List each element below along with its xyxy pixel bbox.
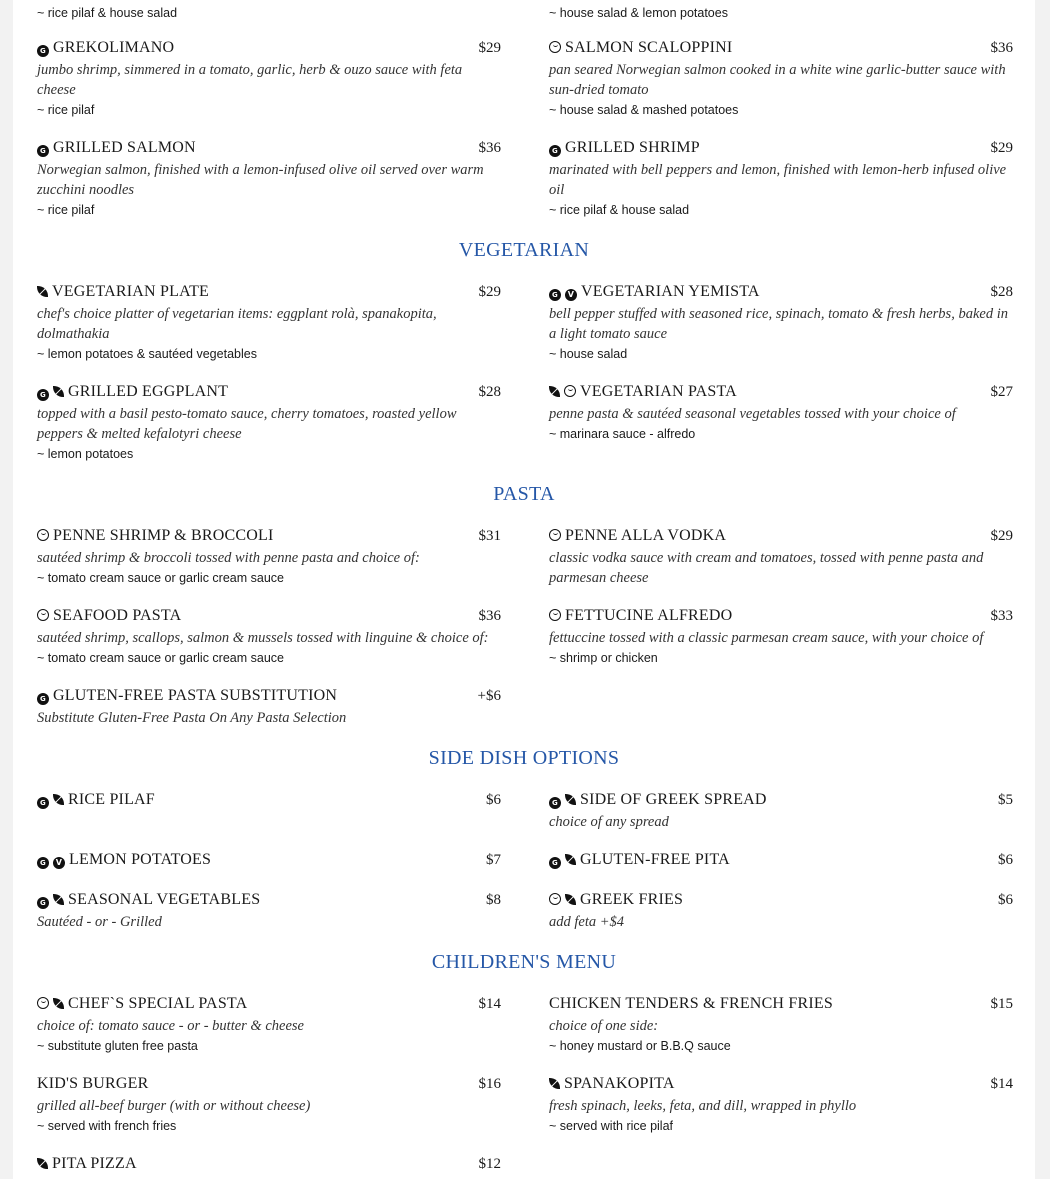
item-description: pan seared Norwegian salmon cooked in a white wine garlic-butter sauce with sun-dried tomato [549, 62, 1006, 98]
vegetarian-leaf-icon [565, 894, 576, 905]
item-price: $33 [990, 608, 1013, 624]
item-side: ~ served with rice pilaf [549, 1119, 674, 1133]
section-heading-vegetarian: VEGETARIAN [458, 239, 590, 261]
item-name: GRILLED EGGPLANT [68, 383, 229, 400]
gluten-free-icon: G [37, 145, 49, 157]
dairy-free-icon [549, 41, 561, 53]
menu-item-grekolimano [37, 38, 501, 120]
item-name: SEASONAL VEGETABLES [68, 891, 261, 908]
item-price: $28 [990, 284, 1013, 300]
dairy-free-icon [37, 529, 49, 541]
item-price: $6 [998, 852, 1013, 868]
gluten-free-icon: G [549, 289, 561, 301]
item-name: GREEK FRIES [580, 891, 684, 908]
gluten-free-icon: G [37, 857, 49, 869]
item-name: VEGETARIAN PASTA [580, 383, 737, 400]
item-price: $15 [990, 996, 1013, 1012]
item-side: ~ substitute gluten free pasta [37, 1039, 198, 1053]
item-name: VEGETARIAN YEMISTA [581, 283, 760, 300]
section-heading-childrens-menu: CHILDREN'S MENU [431, 951, 617, 973]
dairy-free-icon [549, 529, 561, 541]
item-side: ~ shrimp or chicken [549, 651, 658, 665]
item-price: $29 [478, 40, 501, 56]
item-side: ~ tomato cream sauce or garlic cream sauce [37, 651, 284, 665]
menu-item-chefs-special-pasta [37, 994, 501, 1056]
item-description: fresh spinach, leeks, feta, and dill, wrapped in phyllo [549, 1098, 857, 1114]
menu-item-vegetarian-plate [37, 282, 501, 364]
menu-item-gluten-free-pasta [37, 686, 501, 728]
vegetarian-leaf-icon [549, 1078, 560, 1089]
dairy-free-icon [564, 385, 576, 397]
item-price: +$6 [477, 688, 501, 704]
item-name: FETTUCINE ALFREDO [565, 607, 733, 624]
item-price: $27 [990, 384, 1013, 400]
item-price: $7 [486, 852, 501, 868]
gluten-free-icon: G [549, 145, 561, 157]
gluten-free-icon: G [37, 45, 49, 57]
menu-item-salmon-scaloppini [549, 38, 1013, 120]
item-name: CHEF`S SPECIAL PASTA [68, 995, 248, 1012]
item-description: bell pepper stuffed with seasoned rice, spinach, tomato & fresh herbs, baked in a light tomato sauce [549, 306, 1008, 342]
gluten-free-icon: G [37, 693, 49, 705]
item-description: chef's choice platter of vegetarian items: eggplant rolà, spanakopita, dolmathakia [37, 306, 437, 342]
menu-item-vegetarian-pasta [549, 382, 1013, 444]
item-description: fettuccine tossed with a classic parmesan cream sauce, with your choice of [549, 630, 984, 646]
item-name: SIDE OF GREEK SPREAD [580, 791, 767, 808]
dairy-free-icon [37, 997, 49, 1009]
item-price: $12 [478, 1156, 501, 1172]
item-price: $36 [990, 40, 1013, 56]
item-description: jumbo shrimp, simmered in a tomato, garlic, herb & ouzo sauce with feta cheese [37, 62, 463, 98]
menu-item-spanakopita [549, 1074, 1013, 1136]
item-description: choice of one side: [549, 1018, 659, 1034]
item-name: PENNE ALLA VODKA [565, 527, 727, 544]
item-price: $16 [478, 1076, 501, 1092]
dairy-free-icon [549, 609, 561, 621]
dairy-free-icon [37, 609, 49, 621]
item-price: $8 [486, 892, 501, 908]
gluten-free-icon: G [37, 897, 49, 909]
item-name: SALMON SCALOPPINI [565, 39, 733, 56]
vegetarian-leaf-icon [53, 894, 64, 905]
menu-item-partial-right [549, 3, 1013, 23]
item-description: Sautéed - or - Grilled [37, 914, 162, 930]
item-side: ~ tomato cream sauce or garlic cream sauce [37, 571, 284, 585]
section-heading-pasta: PASTA [493, 483, 555, 505]
item-side: ~ rice pilaf & house salad [549, 203, 690, 217]
item-price: $29 [990, 528, 1013, 544]
menu-item-lemon-potatoes [37, 850, 501, 870]
item-side: ~ house salad & mashed potatoes [549, 103, 739, 117]
item-name: RICE PILAF [68, 791, 155, 808]
vegetarian-leaf-icon [549, 386, 560, 397]
menu-item-gluten-free-pita [549, 850, 1013, 870]
vegetarian-leaf-icon [565, 794, 576, 805]
item-description: grilled all-beef burger (with or without cheese) [37, 1098, 311, 1114]
section-heading-side-dish: SIDE DISH OPTIONS [428, 747, 620, 769]
vegan-icon: V [53, 857, 65, 869]
item-name: GREKOLIMANO [53, 39, 175, 56]
item-name: SPANAKOPITA [564, 1075, 675, 1092]
menu-item-grilled-shrimp [549, 138, 1013, 220]
gluten-free-icon: G [37, 797, 49, 809]
menu-item-vegetarian-yemista [549, 282, 1013, 364]
menu-item-fettucine-alfredo [549, 606, 1013, 668]
menu-item-partial-left [37, 3, 501, 23]
gluten-free-icon: G [37, 389, 49, 401]
item-description: sautéed shrimp & broccoli tossed with penne pasta and choice of: [37, 550, 420, 566]
vegetarian-leaf-icon [37, 1158, 48, 1169]
item-description: Substitute Gluten-Free Pasta On Any Pasta Selection [37, 710, 347, 726]
gluten-free-icon: G [549, 857, 561, 869]
item-name: GRILLED SALMON [53, 139, 196, 156]
item-name: GRILLED SHRIMP [565, 139, 700, 156]
menu-item-seasonal-vegetables [37, 890, 501, 932]
item-side: ~ served with french fries [37, 1119, 177, 1133]
menu-item-seafood-pasta [37, 606, 501, 668]
menu-item-grilled-eggplant [37, 382, 501, 464]
menu-item-kids-burger [37, 1074, 501, 1136]
item-description: penne pasta & sautéed seasonal vegetables tossed with your choice of [549, 406, 956, 422]
item-name: LEMON POTATOES [69, 851, 212, 868]
dairy-free-icon [549, 893, 561, 905]
item-side: ~ house salad [549, 347, 628, 361]
menu-item-grilled-salmon [37, 138, 501, 220]
item-price: $6 [486, 792, 501, 808]
item-price: $36 [478, 140, 501, 156]
menu-item-greek-spread [549, 790, 1013, 832]
item-side: ~ rice pilaf & house salad [37, 6, 178, 20]
item-name: SEAFOOD PASTA [53, 607, 182, 624]
menu-item-penne-alla-vodka [549, 526, 1013, 588]
item-name: GLUTEN-FREE PASTA SUBSTITUTION [53, 687, 338, 704]
item-name: PITA PIZZA [52, 1155, 137, 1172]
item-price: $36 [478, 608, 501, 624]
item-name: KID'S BURGER [37, 1075, 149, 1092]
item-description: Norwegian salmon, finished with a lemon-infused olive oil served over warm zucchini noodles [37, 162, 484, 198]
item-description: marinated with bell peppers and lemon, finished with lemon-herb infused olive oil [549, 162, 1007, 198]
menu-page [13, 0, 1035, 1179]
item-price: $29 [478, 284, 501, 300]
vegetarian-leaf-icon [37, 286, 48, 297]
item-side: ~ marinara sauce - alfredo [549, 427, 696, 441]
vegetarian-leaf-icon [565, 854, 576, 865]
item-side: ~ rice pilaf [37, 103, 95, 117]
menu-item-rice-pilaf [37, 790, 501, 810]
item-price: $6 [998, 892, 1013, 908]
item-name: CHICKEN TENDERS & FRENCH FRIES [549, 995, 833, 1012]
item-description: add feta +$4 [549, 914, 625, 930]
vegetarian-leaf-icon [53, 386, 64, 397]
item-price: $29 [990, 140, 1013, 156]
item-description: sautéed shrimp, scallops, salmon & mussels tossed with linguine & choice of: [37, 630, 489, 646]
vegetarian-leaf-icon [53, 998, 64, 1009]
item-side: ~ house salad & lemon potatoes [549, 6, 728, 20]
item-description: classic vodka sauce with cream and tomatoes, tossed with penne pasta and parmesan cheese [549, 550, 984, 586]
menu-item-penne-shrimp-broccoli [37, 526, 501, 588]
menu-item-greek-fries [549, 890, 1013, 932]
item-side: ~ lemon potatoes & sautéed vegetables [37, 347, 257, 361]
vegetarian-leaf-icon [53, 794, 64, 805]
item-price: $14 [990, 1076, 1013, 1092]
item-name: VEGETARIAN PLATE [52, 283, 210, 300]
vegan-icon: V [565, 289, 577, 301]
item-name: GLUTEN-FREE PITA [580, 851, 730, 868]
gluten-free-icon: G [549, 797, 561, 809]
item-side: ~ lemon potatoes [37, 447, 134, 461]
item-description: topped with a basil pesto-tomato sauce, cherry tomatoes, roasted yellow peppers & melted kefalotyri cheese [37, 406, 457, 442]
item-price: $31 [478, 528, 501, 544]
item-price: $28 [478, 384, 501, 400]
menu-item-chicken-tenders [549, 994, 1013, 1056]
menu-item-pita-pizza [37, 1154, 501, 1174]
item-description: choice of any spread [549, 814, 669, 830]
item-description: choice of: tomato sauce - or - butter & cheese [37, 1018, 304, 1034]
item-name: PENNE SHRIMP & BROCCOLI [53, 527, 274, 544]
item-price: $5 [998, 792, 1013, 808]
item-side: ~ honey mustard or B.B.Q sauce [549, 1039, 731, 1053]
item-price: $14 [478, 996, 501, 1012]
item-side: ~ rice pilaf [37, 203, 95, 217]
